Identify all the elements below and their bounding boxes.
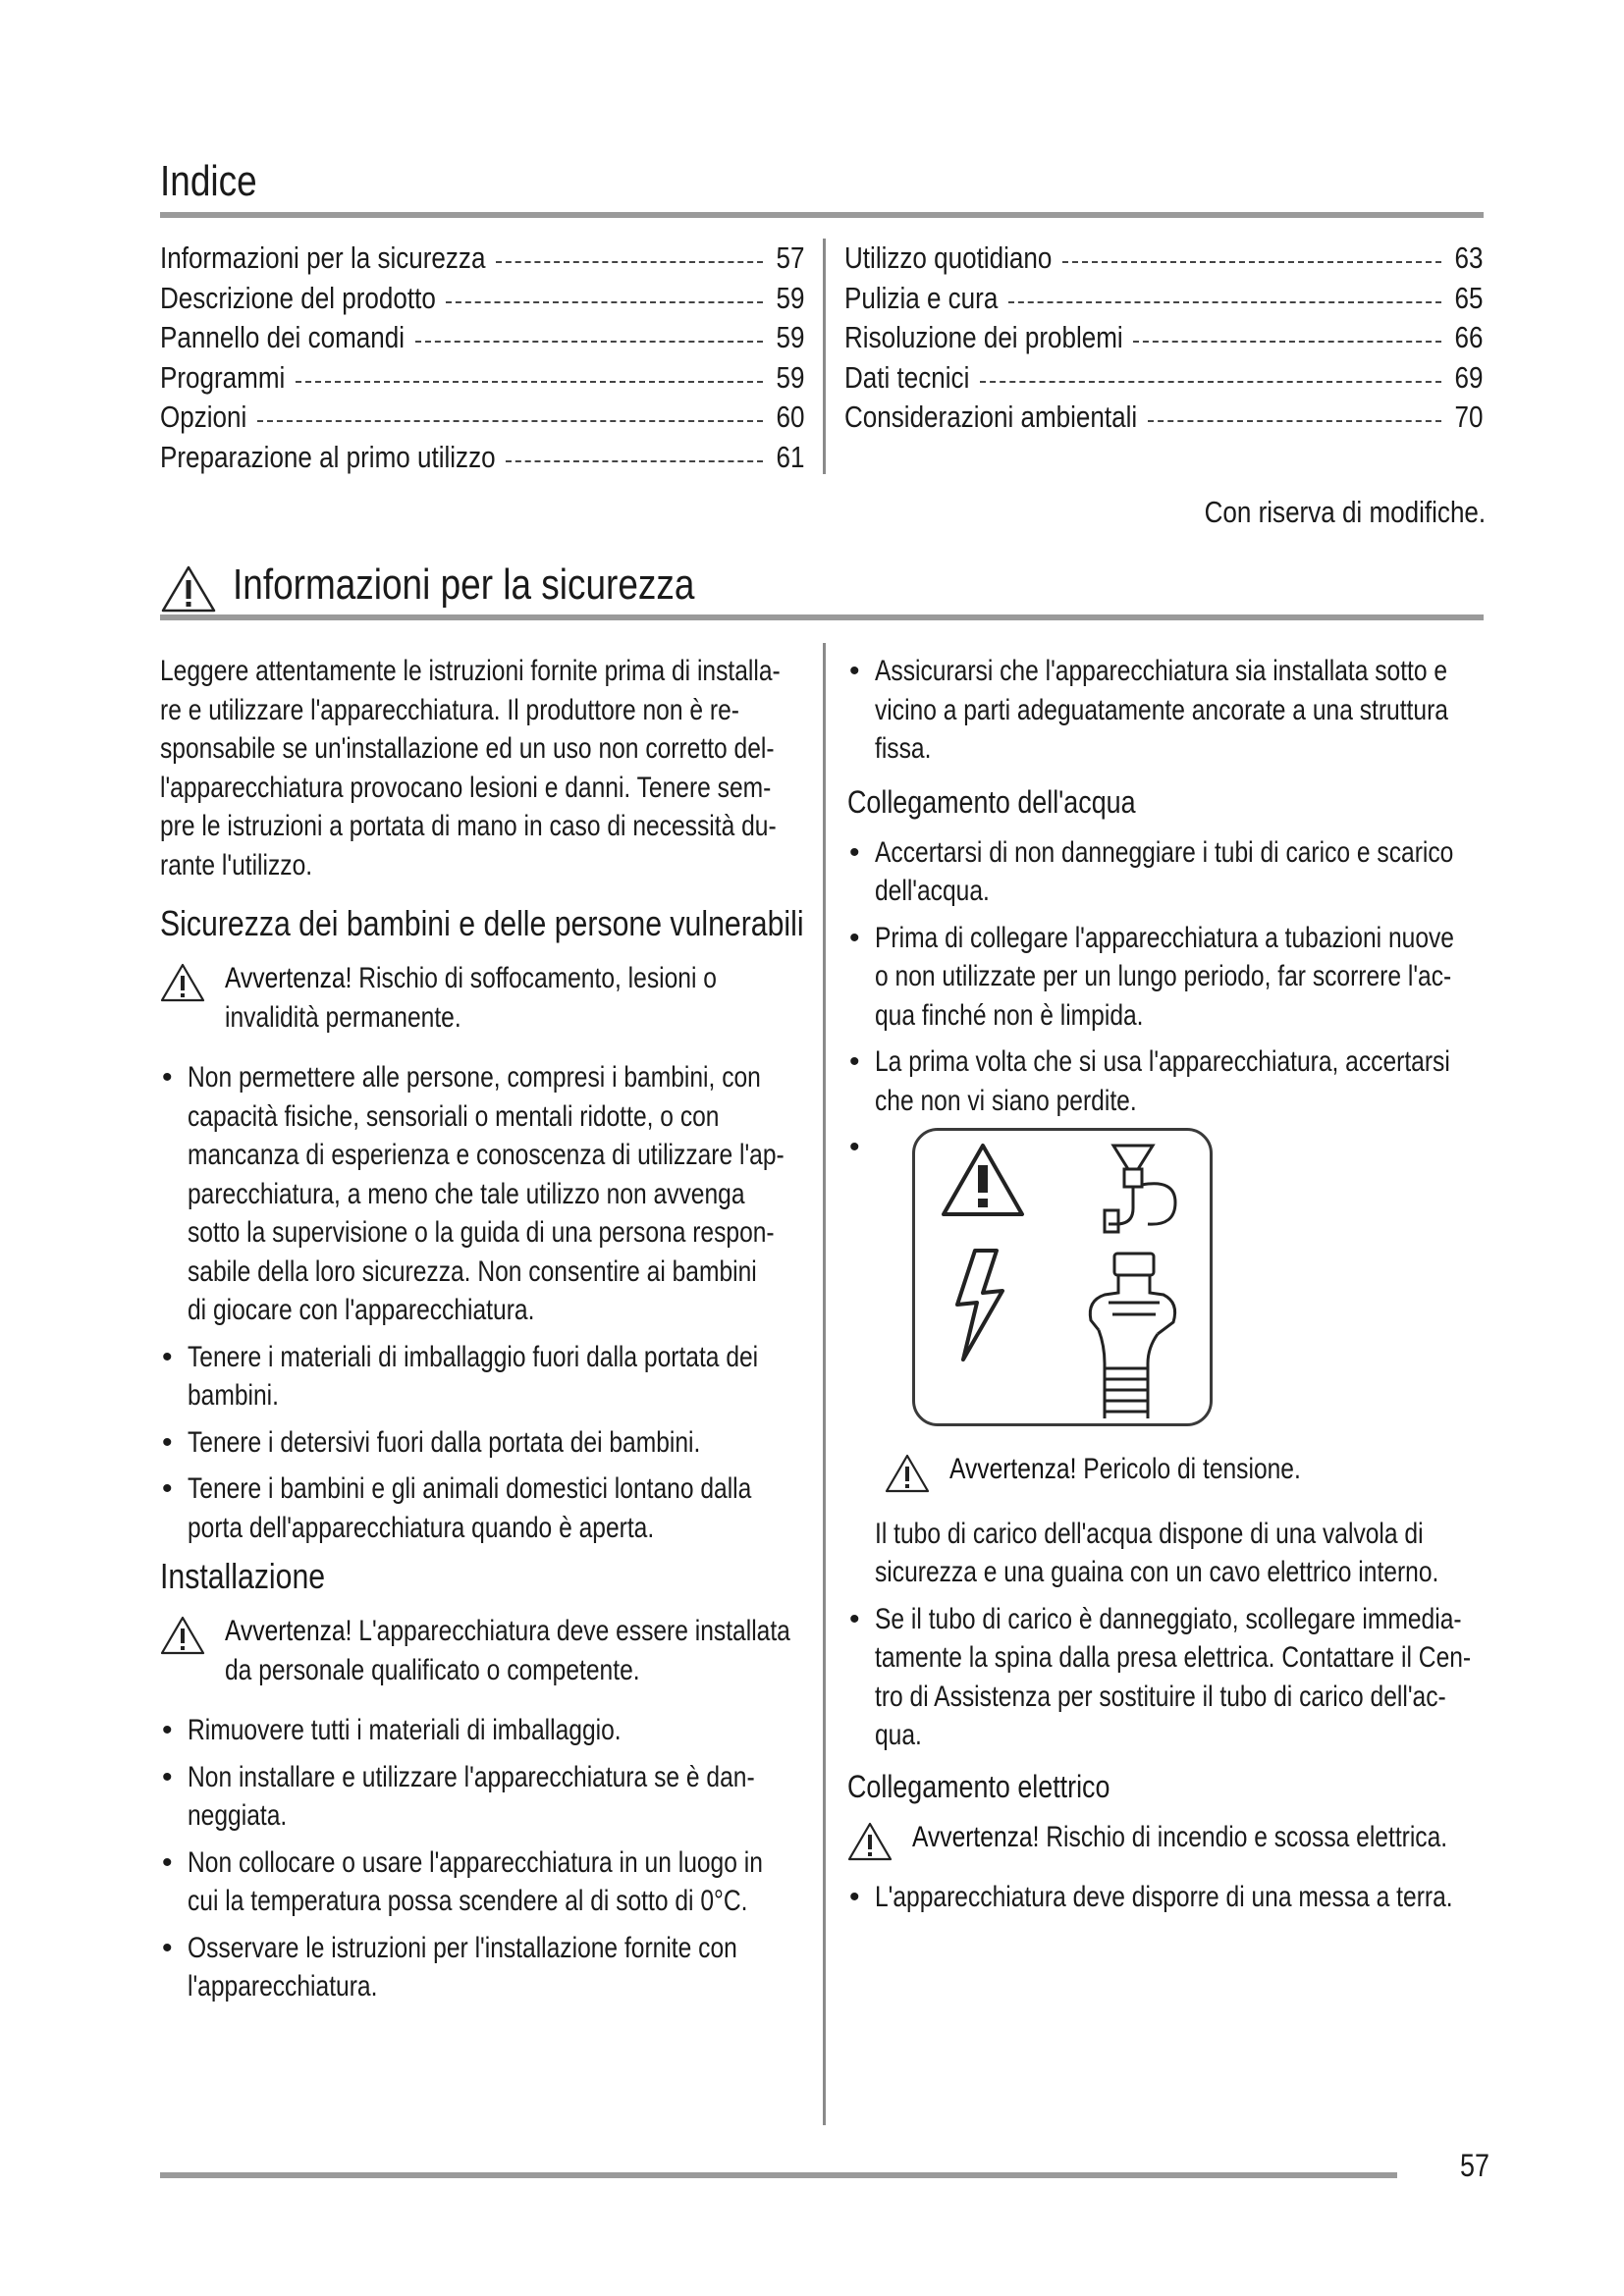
toc-leader xyxy=(296,381,763,383)
bullet-item xyxy=(160,1711,798,1750)
toc-entry-page: 63 xyxy=(1454,240,1483,275)
water-bullets xyxy=(847,833,1484,1121)
bullet-dot: • xyxy=(162,1760,173,1793)
index-column-divider xyxy=(823,239,826,474)
bullet-dot: • xyxy=(162,1931,173,1964)
text-line: rante l'utilizzo. xyxy=(160,848,313,881)
bullet-dot: • xyxy=(849,921,860,954)
toc-leader xyxy=(1008,301,1441,303)
warning-text: Rischio di incendio e scossa elettrica. xyxy=(1039,1820,1448,1853)
bullet-item xyxy=(847,1042,1484,1120)
page-number: 57 xyxy=(1460,2148,1489,2183)
toc-entry-title: Considerazioni ambientali xyxy=(844,400,1138,434)
text-line: dell'acqua. xyxy=(875,875,990,907)
warning-label: Avvertenza! xyxy=(912,1820,1040,1853)
warning-label: Avvertenza! xyxy=(225,1615,352,1647)
toc-entry-page: 57 xyxy=(776,240,804,275)
bullet-dot: • xyxy=(162,1425,173,1459)
text-line: Assicurarsi che l'apparecchiatura sia installata sotto e xyxy=(875,655,1448,687)
toc-entry[interactable] xyxy=(160,318,804,358)
text-line: neggiata. xyxy=(188,1799,288,1832)
toc-entry-title: Informazioni per la sicurezza xyxy=(160,240,486,275)
text-line: sabile della loro sicurezza. Non consentire ai bambini xyxy=(188,1255,757,1288)
bullet-item xyxy=(160,1423,798,1463)
text-line: vicino a parti adeguatamente ancorate a una struttura xyxy=(875,693,1448,726)
text-line: mancanza di esperienza e conoscenza di utilizzare l'ap- xyxy=(188,1139,785,1171)
warning-text: L'apparecchiatura deve essere installata xyxy=(352,1615,790,1647)
text-line: Non permettere alle persone, compresi i bambini, con xyxy=(188,1061,761,1094)
text-line: Il tubo di carico dell'acqua dispone di una valvola di xyxy=(875,1517,1424,1550)
toc-entry[interactable] xyxy=(844,279,1483,319)
bullet-dot: • xyxy=(162,1061,173,1094)
toc-entry[interactable] xyxy=(160,279,804,319)
toc-entry-page: 69 xyxy=(1454,359,1483,395)
text-line: pre le istruzioni a portata di mano in caso di necessità du- xyxy=(160,810,777,842)
toc-entry-title: Opzioni xyxy=(160,400,247,434)
bullet-dot: • xyxy=(849,1045,860,1078)
text-line: Osservare le istruzioni per l'installazione fornite con xyxy=(188,1931,737,1964)
bullet-dot: • xyxy=(162,1714,173,1746)
footer-rule xyxy=(160,2172,1397,2178)
electric-warning xyxy=(847,1818,1484,1857)
warning-text: Rischio di soffocamento, lesioni o xyxy=(352,962,717,994)
text-line: qua. xyxy=(875,1719,922,1751)
water-section-title: Collegamento dell'acqua xyxy=(847,783,1136,820)
text-line: l'apparecchiatura. xyxy=(188,1970,378,2002)
toc-leader xyxy=(1133,341,1441,343)
text-line: parecchiatura, a meno che tale utilizzo non avvenga xyxy=(188,1177,745,1210)
text-line: fissa. xyxy=(875,732,932,765)
bullet-item xyxy=(847,652,1484,769)
toc-entry[interactable] xyxy=(844,398,1483,438)
warning-triangle-icon xyxy=(944,1146,1022,1214)
installation-warning xyxy=(160,1612,798,1689)
reserve-note: Con riserva di modifiche. xyxy=(1204,495,1486,529)
bullet-item xyxy=(847,1878,1484,1917)
text-line: Non collocare o usare l'apparecchiatura in un luogo in xyxy=(188,1845,763,1879)
text-line: che non vi siano perdite. xyxy=(875,1084,1137,1117)
toc-left-column xyxy=(160,239,804,477)
text-line: Se il tubo di carico è danneggiato, scollegare immedia- xyxy=(875,1602,1462,1635)
text-line: tamente la spina dalla presa elettrica. Contattare il Cen- xyxy=(875,1641,1472,1674)
toc-entry-title: Descrizione del prodotto xyxy=(160,280,436,315)
text-line: cui la temperatura possa scendere al di sotto di 0°C. xyxy=(188,1885,748,1917)
hose-warning-illustration xyxy=(912,1128,1217,1432)
bullet-dot: • xyxy=(849,835,860,869)
toc-entry-page: 66 xyxy=(1454,320,1483,354)
voltage-warning xyxy=(885,1450,1484,1489)
text-line: bambini. xyxy=(188,1379,279,1412)
warning-text: invalidità permanente. xyxy=(225,1000,461,1034)
water-tap-icon xyxy=(1105,1146,1175,1232)
lightning-bolt-icon xyxy=(957,1251,1002,1360)
text-line: sotto la supervisione o la guida di una persona respon- xyxy=(188,1216,775,1249)
warning-label: Avvertenza! xyxy=(225,962,352,994)
body-left-column xyxy=(160,652,804,2014)
text-line: l'apparecchiatura provocano lesioni e danni. Tenere sem- xyxy=(160,771,772,804)
water-hose-warning-figure xyxy=(912,1128,1217,1432)
toc-entry[interactable] xyxy=(160,358,804,399)
toc-entry[interactable] xyxy=(160,398,804,438)
installation-section-title: Installazione xyxy=(160,1556,326,1596)
toc-leader xyxy=(1148,420,1441,422)
electric-bullets xyxy=(847,1878,1484,1917)
toc-entry-title: Dati tecnici xyxy=(844,359,970,395)
toc-leader xyxy=(496,261,763,263)
index-rule xyxy=(160,212,1484,218)
safety-rule xyxy=(160,614,1484,620)
toc-entry[interactable] xyxy=(160,438,804,478)
toc-right-column xyxy=(844,239,1483,438)
text-line: o non utilizzate per un lungo periodo, far scorrere l'ac- xyxy=(875,960,1452,992)
bullet-item xyxy=(847,919,1484,1036)
text-line: re e utilizzare l'apparecchiatura. Il produttore non è re- xyxy=(160,693,739,726)
toc-entry-page: 59 xyxy=(776,320,804,354)
body-column-divider xyxy=(823,643,826,2125)
bullet-item xyxy=(160,1929,798,2006)
toc-leader xyxy=(257,420,763,422)
toc-entry-title: Preparazione al primo utilizzo xyxy=(160,439,496,474)
installation-bullets xyxy=(160,1711,798,2006)
body-right-column xyxy=(847,652,1484,1925)
toc-entry-page: 70 xyxy=(1454,400,1483,434)
text-line: tro di Assistenza per sostituire il tubo di carico dell'ac- xyxy=(875,1680,1446,1713)
children-bullets xyxy=(160,1058,798,1547)
text-line: qua finché non è limpida. xyxy=(875,998,1144,1032)
text-line: Leggere attentamente le istruzioni fornite prima di installa- xyxy=(160,655,781,687)
text-line: L'apparecchiatura deve disporre di una messa a terra. xyxy=(875,1881,1453,1913)
warning-triangle-icon xyxy=(885,1454,930,1493)
bullet-item xyxy=(847,833,1484,911)
text-line: Prima di collegare l'apparecchiatura a tubazioni nuove xyxy=(875,921,1454,954)
bullet-item xyxy=(160,1058,798,1330)
text-line: sicurezza e una guaina con un cavo elettrico interno. xyxy=(875,1556,1439,1588)
toc-leader xyxy=(506,460,763,462)
toc-entry-title: Pannello dei comandi xyxy=(160,320,406,354)
warning-triangle-icon xyxy=(160,963,205,1002)
text-line: La prima volta che si usa l'apparecchiatura, accertarsi xyxy=(875,1045,1450,1078)
bullet-item xyxy=(160,1843,798,1921)
warning-triangle-icon xyxy=(160,1616,205,1655)
toc-leader xyxy=(446,301,763,303)
bullet-dot: • xyxy=(162,1340,173,1373)
toc-entry-title: Utilizzo quotidiano xyxy=(844,240,1053,275)
installation-continued-bullets xyxy=(847,652,1484,769)
toc-entry[interactable] xyxy=(844,318,1483,358)
text-line: Rimuovere tutti i materiali di imballaggio. xyxy=(188,1714,622,1746)
toc-entry-title: Programmi xyxy=(160,359,286,395)
toc-entry[interactable] xyxy=(844,239,1483,279)
intro-paragraph xyxy=(160,652,798,884)
text-line: di giocare con l'apparecchiatura. xyxy=(188,1294,535,1326)
toc-entry[interactable] xyxy=(160,239,804,279)
bullet-dot: • xyxy=(849,1602,860,1635)
text-line: capacità fisiche, sensoriali o mentali ridotte, o con xyxy=(188,1099,720,1133)
toc-entry-title: Risoluzione dei problemi xyxy=(844,320,1123,354)
toc-entry-page: 60 xyxy=(776,400,804,434)
toc-entry-page: 59 xyxy=(776,359,804,395)
text-line: Non installare e utilizzare l'apparecchiatura se è dan- xyxy=(188,1760,755,1793)
bullet-dot: • xyxy=(162,1472,173,1505)
toc-entry[interactable] xyxy=(844,358,1483,399)
warning-text: Pericolo di tensione. xyxy=(1076,1453,1301,1485)
text-line: Tenere i detersivi fuori dalla portata dei bambini. xyxy=(188,1425,701,1459)
bullet-dot: • xyxy=(849,655,860,687)
hose-paragraph xyxy=(847,1515,1484,1592)
inlet-hose-icon xyxy=(1090,1254,1174,1418)
text-line: porta dell'apparecchiatura quando è aperta. xyxy=(188,1511,655,1544)
toc-entry-title: Pulizia e cura xyxy=(844,280,999,315)
toc-entry-page: 61 xyxy=(776,439,804,474)
text-line: Tenere i materiali di imballaggio fuori dalla portata dei xyxy=(188,1340,759,1373)
bullet-dot: • xyxy=(162,1845,173,1879)
warning-text: da personale qualificato o competente. xyxy=(225,1653,640,1686)
children-section-title: Sicurezza dei bambini e delle persone vulnerabili xyxy=(160,903,804,943)
toc-entry-page: 59 xyxy=(776,280,804,315)
toc-entry-page: 65 xyxy=(1454,280,1483,315)
text-line: Accertarsi di non danneggiare i tubi di carico e scarico xyxy=(875,835,1454,869)
warning-triangle-icon xyxy=(847,1822,893,1861)
toc-leader xyxy=(980,381,1441,383)
bullet-dot: • xyxy=(849,1881,860,1913)
figure-bullet: • xyxy=(847,1128,1484,1432)
index-title: Indice xyxy=(160,157,257,205)
warning-triangle-icon xyxy=(160,564,217,614)
bullet-item xyxy=(160,1758,798,1836)
bullet-item xyxy=(160,1338,798,1415)
warning-label: Avvertenza! xyxy=(949,1453,1077,1485)
hose-bullet xyxy=(847,1600,1484,1755)
text-line: sponsabile se un'installazione ed un uso non corretto del- xyxy=(160,732,775,765)
children-warning xyxy=(160,959,798,1037)
toc-leader xyxy=(415,341,763,343)
bullet-item xyxy=(160,1469,798,1547)
safety-heading-text: Informazioni per la sicurezza xyxy=(233,561,695,609)
toc-leader xyxy=(1062,261,1441,263)
text-line: Tenere i bambini e gli animali domestici lontano dalla xyxy=(188,1472,752,1505)
electric-section-title: Collegamento elettrico xyxy=(847,1768,1110,1804)
bullet-item xyxy=(847,1600,1484,1755)
